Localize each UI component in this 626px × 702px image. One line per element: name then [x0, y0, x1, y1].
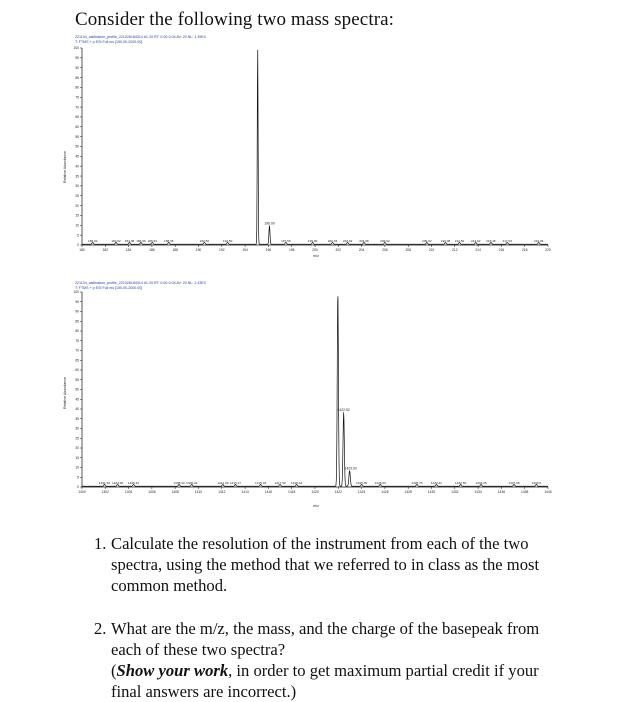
- y-tick-label: 0: [77, 243, 79, 248]
- baseline-peak-label: 202.92: [342, 239, 353, 243]
- baseline-peak-label: 182.92: [111, 239, 121, 243]
- y-tick-label: 55: [75, 134, 79, 139]
- y-tick-label: 0: [77, 485, 79, 490]
- baseline-peak-label: 1401.93: [98, 481, 111, 485]
- y-axis-label: Relative Abundance: [63, 151, 67, 183]
- baseline-peak-labels: [99, 481, 541, 485]
- baseline-peak-label: 1428.75: [411, 481, 423, 485]
- x-tick-label: 198: [288, 248, 295, 252]
- x-tick-label: 1404: [124, 490, 133, 494]
- y-tick-label: 90: [75, 309, 79, 314]
- question-text-block: [111, 618, 566, 702]
- y-axis-ticks: [73, 290, 82, 489]
- y-tick-label: 10: [75, 465, 79, 470]
- y-tick-label: 80: [75, 329, 79, 334]
- x-tick-label: 1420: [311, 490, 319, 494]
- baseline-peak-label: 217.03: [502, 239, 512, 243]
- x-tick-label: 184: [125, 248, 132, 252]
- baseline-peak-label: 186.93: [147, 239, 157, 243]
- note-rest: , in order to get maximum partial credit if your final answers are incorrect.): [111, 661, 539, 701]
- x-tick-label: 1434: [474, 490, 482, 494]
- x-tick-label: 196: [265, 248, 272, 252]
- x-tick-label: 190: [195, 248, 202, 252]
- y-tick-label: 25: [75, 436, 79, 441]
- x-tick-label: 1410: [194, 490, 203, 494]
- y-tick-label: 20: [75, 446, 79, 451]
- x-tick-label: 214: [475, 248, 481, 252]
- x-tick-label: 1436: [497, 490, 506, 494]
- x-tick-label: 1422: [334, 490, 342, 494]
- x-axis-label: m/z: [313, 254, 319, 258]
- y-tick-label: 75: [75, 338, 79, 343]
- baseline-peak-label: 1437.08: [508, 481, 520, 485]
- x-tick-label: 1440: [544, 490, 552, 494]
- x-tick-label: 218: [521, 248, 528, 252]
- y-tick-label: 75: [75, 95, 79, 100]
- y-tick-label: 95: [75, 56, 79, 61]
- y-tick-label: 60: [75, 368, 79, 373]
- y-tick-label: 45: [75, 154, 79, 159]
- baseline-peak-label: 1408.33: [173, 481, 185, 485]
- y-tick-label: 50: [75, 144, 79, 149]
- x-tick-label: 1432: [451, 490, 459, 494]
- y-tick-label: 35: [75, 174, 79, 179]
- spectrum-header-line-1: 221104_calibration_profile_221026184314 #1-20 RT: 0.00-0.04 AV: 20 NL: 2.43E3: [75, 281, 206, 285]
- baseline-peak-labels: [88, 239, 544, 243]
- spectrum-header-line-1: 221104_calibration_profile_221026184314 #1-20 RT: 0.00-0.04 AV: 20 NL: 1.39E4: [75, 35, 206, 39]
- peak-label: 196.09: [264, 221, 275, 226]
- x-axis-ticks: [79, 245, 551, 252]
- baseline-peak-label: 1413.17: [229, 481, 242, 485]
- page-title: Consider the following two mass spectra:: [75, 9, 395, 30]
- x-tick-label: 210: [428, 248, 435, 252]
- x-tick-label: 204: [358, 248, 365, 252]
- y-tick-label: 15: [75, 455, 79, 460]
- baseline-peak-label: 186.06: [136, 239, 146, 243]
- y-tick-label: 30: [75, 426, 79, 431]
- spectrum-header-line-2: T: FTMS + p ESI Full ms [150.00-2000.00]: [75, 40, 143, 44]
- x-tick-label: 1438: [521, 490, 529, 494]
- y-tick-label: 60: [75, 125, 79, 129]
- baseline-peak-label: 199.80: [307, 239, 318, 243]
- x-tick-label: 212: [452, 248, 458, 252]
- baseline-peak-label: 200.93: [327, 239, 338, 243]
- y-tick-label: 85: [75, 75, 79, 80]
- baseline-peak-label: 1418.42: [290, 481, 303, 485]
- peak-label: 1422.92: [337, 407, 350, 412]
- baseline-peak-label: 1409.42: [186, 481, 198, 485]
- baseline-peak-label: 1426.00: [374, 481, 386, 485]
- y-tick-label: 35: [75, 416, 79, 421]
- question-text: Calculate the resolution of the instrument from each of the two spectra, using the method that we referred to in class as the most common method.: [111, 534, 540, 595]
- spectrum-trace: [82, 50, 548, 244]
- y-tick-label: 65: [75, 115, 79, 120]
- y-tick-label: 50: [75, 387, 79, 392]
- y-tick-label: 70: [75, 348, 79, 353]
- baseline-peak-label: 1415.33: [255, 481, 267, 485]
- x-tick-label: 220: [545, 248, 551, 252]
- question-1: [94, 533, 564, 595]
- y-tick-label: 95: [75, 299, 79, 304]
- x-tick-label: 192: [219, 248, 225, 252]
- x-tick-label: 216: [498, 248, 505, 252]
- baseline-peak-label: 1425.00: [356, 481, 368, 485]
- x-tick-label: 1416: [264, 490, 273, 494]
- question-2: [94, 618, 564, 700]
- baseline-peak-label: 206.92: [380, 239, 390, 243]
- question-number: 2.: [94, 619, 107, 638]
- x-tick-label: 1414: [241, 490, 249, 494]
- baseline-peak-label: 1403.06: [112, 481, 124, 485]
- y-tick-label: 40: [75, 407, 79, 412]
- baseline-peak-label: 215.45: [486, 239, 496, 243]
- baseline-peak-label: 1434.25: [475, 481, 487, 485]
- spectrum-trace: [82, 296, 548, 486]
- x-tick-label: 1424: [357, 490, 366, 494]
- y-axis-label: Relative Abundance: [63, 377, 67, 409]
- y-tick-label: 40: [75, 164, 79, 169]
- y-tick-label: 25: [75, 193, 79, 198]
- x-tick-label: 1402: [101, 490, 109, 494]
- y-tick-label: 100: [73, 290, 79, 295]
- question-text: What are the m/z, the mass, and the charge of the basepeak from each of these two spectra?: [111, 619, 540, 659]
- baseline-peak-label: 197.50: [281, 239, 291, 243]
- spectrum-header-line-2: T: FTMS + p ESI Full ms [150.00-2000.00]: [75, 286, 143, 290]
- baseline-peak-label: 192.50: [222, 239, 233, 243]
- baseline-peak-label: 213.92: [471, 239, 481, 243]
- x-tick-label: 1406: [148, 490, 156, 494]
- y-tick-label: 10: [75, 223, 79, 228]
- baseline-peak-label: 190.50: [199, 239, 210, 243]
- note-emphasis: Show your work: [116, 661, 229, 680]
- x-tick-label: 1428: [404, 490, 412, 494]
- x-tick-label: 208: [405, 248, 411, 252]
- baseline-peak-label: 1439.0: [531, 481, 542, 485]
- x-tick-label: 1412: [218, 490, 226, 494]
- y-tick-label: 80: [75, 85, 79, 90]
- baseline-peak-label: 1417.00: [274, 481, 286, 485]
- x-tick-label: 202: [335, 248, 342, 252]
- baseline-peak-label: 209.92: [422, 239, 432, 243]
- peak-label: 1423.93: [344, 466, 357, 471]
- baseline-peak-label: 1412.09: [217, 481, 229, 485]
- x-tick-label: 1426: [381, 490, 389, 494]
- y-axis-ticks: [73, 46, 82, 247]
- baseline-peak-label: 204.08: [359, 239, 369, 243]
- y-tick-label: 5: [77, 233, 79, 238]
- baseline-peak-label: 188.06: [164, 239, 174, 243]
- y-tick-label: 45: [75, 397, 79, 402]
- y-tick-label: 30: [75, 184, 79, 189]
- question-number: 1.: [94, 534, 107, 553]
- y-tick-label: 5: [77, 475, 79, 480]
- x-tick-label: 180: [79, 248, 85, 252]
- y-tick-label: 55: [75, 377, 79, 382]
- y-tick-label: 70: [75, 105, 79, 110]
- y-tick-label: 65: [75, 358, 79, 363]
- y-tick-label: 85: [75, 319, 79, 324]
- x-tick-label: 1408: [171, 490, 179, 494]
- x-tick-label: 194: [242, 248, 248, 252]
- baseline-peak-label: 212.50: [454, 239, 465, 243]
- baseline-peak-label: 219.06: [533, 239, 544, 243]
- x-tick-label: 1418: [288, 490, 296, 494]
- x-tick-label: 186: [149, 248, 155, 252]
- note-open: (: [111, 661, 117, 680]
- x-tick-label: 188: [172, 248, 178, 252]
- baseline-peak-label: 1430.42: [430, 481, 442, 485]
- y-tick-label: 15: [75, 213, 79, 218]
- baseline-peak-label: 184.08: [124, 239, 135, 243]
- baseline-peak-label: 1405.42: [127, 481, 140, 485]
- peak-labels: [264, 221, 274, 225]
- peak-labels: [338, 408, 357, 471]
- x-tick-label: 1400: [78, 490, 86, 494]
- x-tick-label: 200: [312, 248, 318, 252]
- y-tick-label: 100: [73, 46, 79, 51]
- baseline-peak-label: 210.08: [440, 239, 451, 243]
- y-tick-label: 20: [75, 203, 79, 208]
- x-tick-label: 182: [102, 248, 109, 252]
- baseline-peak-label: 1432.50: [455, 481, 467, 485]
- baseline-peak-label: 180.92: [87, 239, 98, 243]
- x-tick-label: 206: [382, 248, 388, 252]
- x-tick-label: 1430: [427, 490, 436, 494]
- y-tick-label: 90: [75, 65, 79, 70]
- x-axis-label: m/z: [313, 504, 319, 508]
- x-axis-ticks: [78, 487, 552, 494]
